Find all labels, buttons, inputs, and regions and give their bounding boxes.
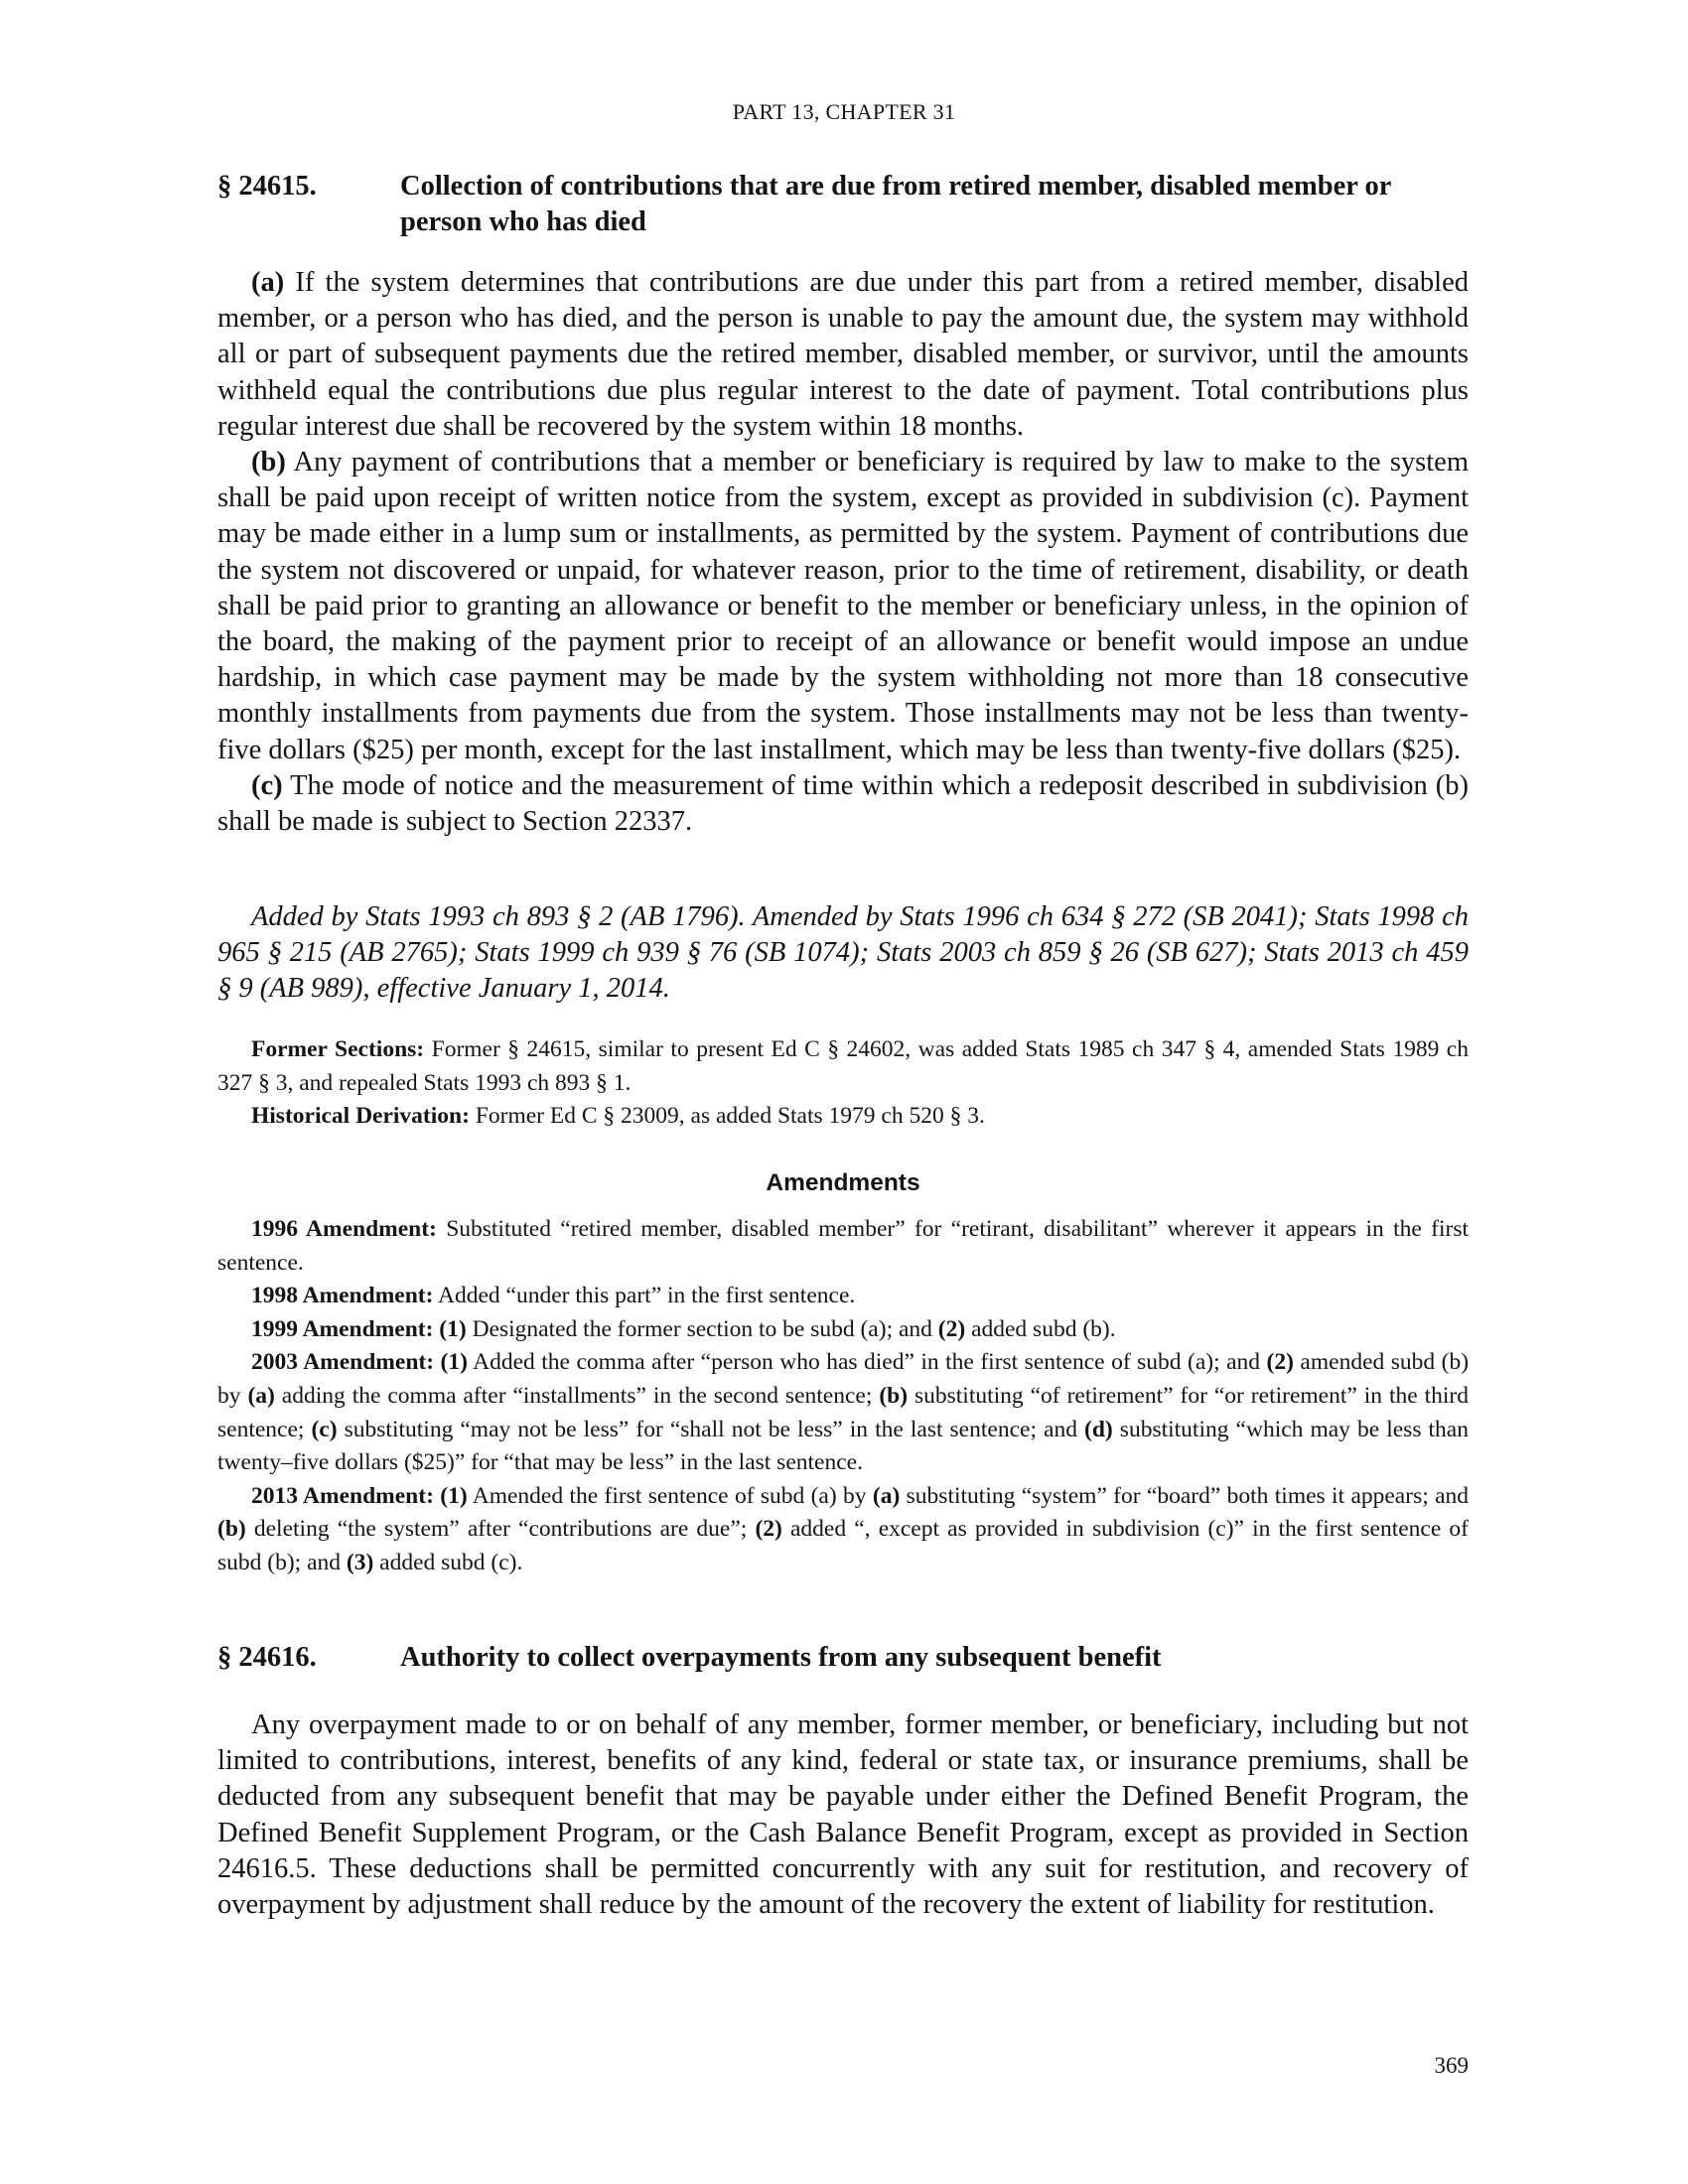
amendment-text: substituting “may not be less” for “shall not be less” in the last sentence; and — [337, 1416, 1085, 1442]
note-label: Historical Derivation: — [251, 1103, 470, 1130]
amendment-1999 — [217, 1313, 1469, 1347]
amendment-label: 1998 Amendment: — [251, 1283, 434, 1309]
amendment-text: Designated the former section to be subd (a); and — [466, 1315, 938, 1342]
amendment-marker: (2) — [755, 1516, 782, 1543]
amendment-marker: (c) — [311, 1416, 338, 1442]
section-24616-paragraph: Any overpayment made to or on behalf of any member, former member, or beneficiary, including but not limited to contributions, interest, benefits of any kind, federal or state tax, or insurance premiums, shall be deducted from any subsequent benefit that may be payable under either the Defined Benefit Program, the Defined Benefit Supplement Program, or the Cash Balance Benefit Program, except as provided in Section 24616.5. These deductions shall be permitted concurrently with any suit for restitution, and recovery of overpayment by adjustment shall reduce by the amount of the recovery the extent of liability for restitution. — [217, 1709, 1469, 1921]
amendments-heading: Amendments — [766, 1169, 920, 1196]
former-sections-notes — [217, 1033, 1469, 1134]
amendment-label: 2003 Amendment: — [251, 1349, 435, 1376]
amendment-2013 — [217, 1480, 1469, 1580]
section-number: § 24615. — [217, 171, 317, 202]
subdivision-label: (a) — [251, 267, 285, 298]
amendment-marker: (a) — [247, 1382, 275, 1409]
amendment-marker: (b) — [879, 1382, 909, 1409]
amendment-text: deleting “the system” after “contributions are due”; — [245, 1516, 756, 1543]
section-24616-body — [217, 1707, 1469, 1923]
amendment-marker: (1) — [439, 1315, 467, 1342]
history-note — [217, 899, 1469, 1008]
historical-derivation — [217, 1100, 1469, 1134]
running-head: PART 13, CHAPTER 31 — [732, 99, 956, 124]
amendment-1998 — [217, 1280, 1469, 1313]
subdivision-b — [217, 445, 1469, 768]
subdivision-text: If the system determines that contributions are due under this part from a retired member, disabled member, or a person who has died, and the person is unable to pay the amount due, the system may withhold all or part of subsequent payments due the retired member, disabled member, or survivor, until the amounts withheld equal the contributions due plus regular interest to the date of payment. Total contributions plus regular interest due shall be recovered by the system within 18 months. — [217, 267, 1469, 442]
amendment-marker: (3) — [346, 1549, 374, 1575]
amendment-label: 2013 Amendment: — [251, 1482, 434, 1509]
section-title: Authority to collect overpayments from any subsequent benefit — [400, 1642, 1162, 1673]
amendment-marker: (b) — [217, 1516, 246, 1543]
note-text: Former § 24615, similar to present Ed C § 24602, was added Stats 1985 ch 347 § 4, amended Stats 1989 ch 327 § 3, and repealed Stats 1993 ch 893 § 1. — [217, 1036, 1469, 1096]
amendment-text: Added “under this part” in the first sentence. — [433, 1283, 856, 1309]
amendment-text: adding the comma after “installments” in the second sentence; — [274, 1382, 880, 1409]
amendments-list — [217, 1213, 1469, 1580]
amendment-label: 1996 Amendment: — [251, 1216, 437, 1242]
amendment-label: 1999 Amendment: — [251, 1315, 434, 1342]
amendment-text: substituting “of retirement” for “or retirement” in the third sentence; — [217, 1382, 1470, 1442]
section-24615-heading — [217, 169, 1469, 240]
section-number: § 24616. — [217, 1642, 317, 1673]
amendment-marker: (1) — [440, 1482, 468, 1509]
note-label: Former Sections: — [251, 1036, 425, 1062]
page-number: 369 — [1434, 2053, 1469, 2078]
amendment-text: substituting “which may be less than twenty–five dollars ($25)” for “that may be less” in the last sentence. — [217, 1416, 1469, 1476]
subdivision-text: Any payment of contributions that a member or beneficiary is required by law to make to the system shall be paid upon receipt of written notice from the system, except as provided in subdivision (c). Payment may be made either in a lump sum or installments, as permitted by the system. Payment of contributions due the system not discovered or unpaid, for whatever reason, prior to the time of retirement, disability, or death shall be paid prior to granting an allowance or benefit to the member or beneficiary unless, in the opinion of the board, the making of the payment prior to receipt of an allowance or benefit would impose an undue hardship, in which case payment may be made by the system withholding not more than 18 consecutive monthly installments from payments due from the system. Those installments may not be less than twenty-five dollars ($25) per month, except for the last installment, which may be less than twenty-five dollars ($25). — [217, 447, 1469, 765]
amendment-marker: (1) — [440, 1349, 468, 1376]
amendment-marker: (a) — [872, 1482, 901, 1509]
amendment-marker: (2) — [937, 1315, 966, 1342]
subdivision-text: The mode of notice and the measurement of time within which a redeposit described in subdivision (b) shall be made is subject to Section 22337. — [217, 769, 1469, 838]
subdivision-label: (b) — [251, 447, 286, 478]
amendment-text: added subd (b). — [965, 1315, 1116, 1342]
amendment-marker: (d) — [1084, 1416, 1113, 1442]
amendment-text: added subd (c). — [373, 1549, 523, 1575]
amendment-text: Added the comma after “person who has died” in the first sentence of subd (a); and — [467, 1349, 1267, 1376]
amendment-text: Substituted “retired member, disabled member” for “retirant, disabilitant” wherever it appears in the first sentence. — [217, 1216, 1469, 1276]
amendment-text: substituting “system” for “board” both times it appears; and — [900, 1482, 1470, 1509]
subdivision-label: (c) — [251, 769, 283, 801]
note-text: Former Ed C § 23009, as added Stats 1979 ch 520 § 3. — [469, 1103, 985, 1130]
amendment-text: Amended the first sentence of subd (a) by — [467, 1482, 873, 1509]
subdivision-a — [217, 265, 1469, 445]
subdivision-c — [217, 768, 1469, 840]
amendment-marker: (2) — [1266, 1349, 1294, 1376]
section-24615-body — [217, 265, 1469, 840]
amendment-text: added “, except as provided in subdivision (c)” in the first sentence of subd (b); and — [217, 1516, 1469, 1575]
history-text: Added by Stats 1993 ch 893 § 2 (AB 1796). Amended by Stats 1996 ch 634 § 272 (SB 2041); Stats 1998 ch 965 § 215 (AB 2765); Stats 1999 ch 939 § 76 (SB 1074); Stats 2003 ch 859 § 26 (SB 627); Stats 2013 ch 459 § 9 (AB 989), effective January 1, 2014. — [217, 901, 1469, 1005]
amendment-1996 — [217, 1213, 1469, 1280]
section-title: Collection of contributions that are due from retired member, disabled member or person who has died — [400, 171, 1391, 237]
section-24616-heading — [217, 1640, 1469, 1676]
amendment-text: amended subd (b) by — [217, 1349, 1470, 1409]
former-sections — [217, 1033, 1469, 1100]
amendment-2003 — [217, 1346, 1469, 1479]
